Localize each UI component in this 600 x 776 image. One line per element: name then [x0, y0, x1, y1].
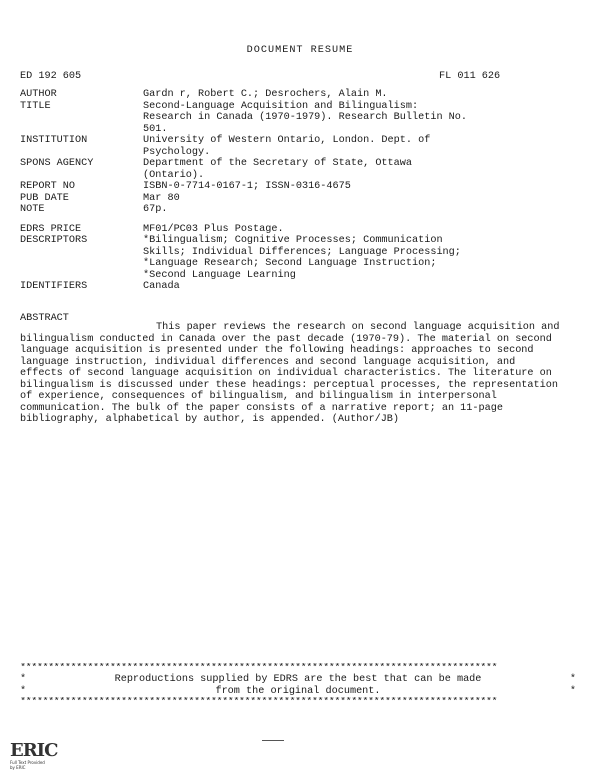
asterisk-left: *: [20, 674, 27, 685]
field-value: Gardn r, Robert C.; Desrochers, Alain M.: [143, 89, 388, 100]
field-label: DESCRIPTORS: [20, 235, 88, 246]
field-note: [20, 204, 580, 216]
field-pub-date: [20, 193, 580, 205]
field-value: ISBN-0-7714-0167-1; ISSN-0316-4675: [143, 181, 351, 192]
field-value: Mar 80: [143, 192, 180, 204]
asterisk-border-bottom: *************************************************************************************: [20, 697, 498, 708]
field-label: AUTHOR: [20, 89, 57, 100]
asterisk-right: *: [569, 674, 576, 685]
divider: [262, 740, 284, 741]
field-value: 67p.: [143, 204, 168, 215]
field-report-no: [20, 181, 580, 193]
eric-logo: [10, 740, 58, 770]
reproduction-line-2: from the original document.: [215, 685, 381, 697]
field-label: NOTE: [20, 204, 45, 215]
page-title: DOCUMENT RESUME: [246, 45, 354, 56]
field-value: Second-Language Acquisition and Bilingualism: Research in Canada (1970-1979). Research Bulletin No. 501.: [143, 100, 468, 135]
reproduction-line-1: Reproductions supplied by EDRS are the best that can be made: [114, 674, 482, 685]
field-identifiers: [20, 281, 580, 293]
field-descriptors: [20, 235, 580, 281]
field-value: Department of the Secretary of State, Ottawa (Ontario).: [143, 158, 412, 181]
field-value: *Bilingualism; Cognitive Processes; Communication Skills; Individual Differences; Language Processing; *Language Research; Second Language Instruction; *Second Language Learning: [143, 235, 461, 281]
field-label: EDRS PRICE: [20, 223, 82, 235]
accession-number: FL 011 626: [439, 71, 501, 82]
logo-subtitle: Full Text Provided by ERIC: [10, 760, 45, 770]
asterisk-left: *: [20, 685, 27, 697]
document-number: ED 192 605: [20, 71, 82, 82]
reproduction-notice: [20, 663, 576, 708]
field-value: University of Western Ontario, London. Dept. of Psychology.: [143, 135, 431, 158]
field-value: MF01/PC03 Plus Postage.: [143, 223, 284, 235]
field-edrs-price: [20, 224, 580, 236]
field-label: IDENTIFIERS: [20, 281, 88, 292]
field-label: PUB DATE: [20, 192, 69, 204]
field-spons-agency: [20, 158, 580, 181]
abstract-heading: ABSTRACT: [20, 313, 69, 324]
logo-text: ERIC: [10, 740, 58, 761]
field-title: [20, 101, 580, 136]
field-label: REPORT NO: [20, 181, 76, 192]
abstract-text: This paper reviews the research on second language acquisition and bilingualism conducted in Canada over the past decade (1970-79). The material on second language acquisition is presented under the following headings: approaches to second language instruction, individual differences and second language acquisition, and effects of second language acquisition on individual characteristics. The literature on bilingualism is discussed under these headings: perceptual processes, the representation of experience, consequences of bilingualism, and bilingualism in interpersonal communication. The bulk of the paper consists of a narrative report; an 11-page bibliography, alphabetical by author, is appended. (Author/JB): [20, 322, 560, 425]
field-label: TITLE: [20, 100, 51, 112]
field-label: INSTITUTION: [20, 135, 88, 146]
field-value: Canada: [143, 281, 180, 292]
asterisk-border-top: *************************************************************************************: [20, 663, 498, 674]
field-author: [20, 89, 580, 101]
metadata-fields: [20, 89, 580, 293]
field-institution: [20, 135, 580, 158]
field-label: SPONS AGENCY: [20, 158, 94, 169]
asterisk-right: *: [569, 685, 576, 697]
